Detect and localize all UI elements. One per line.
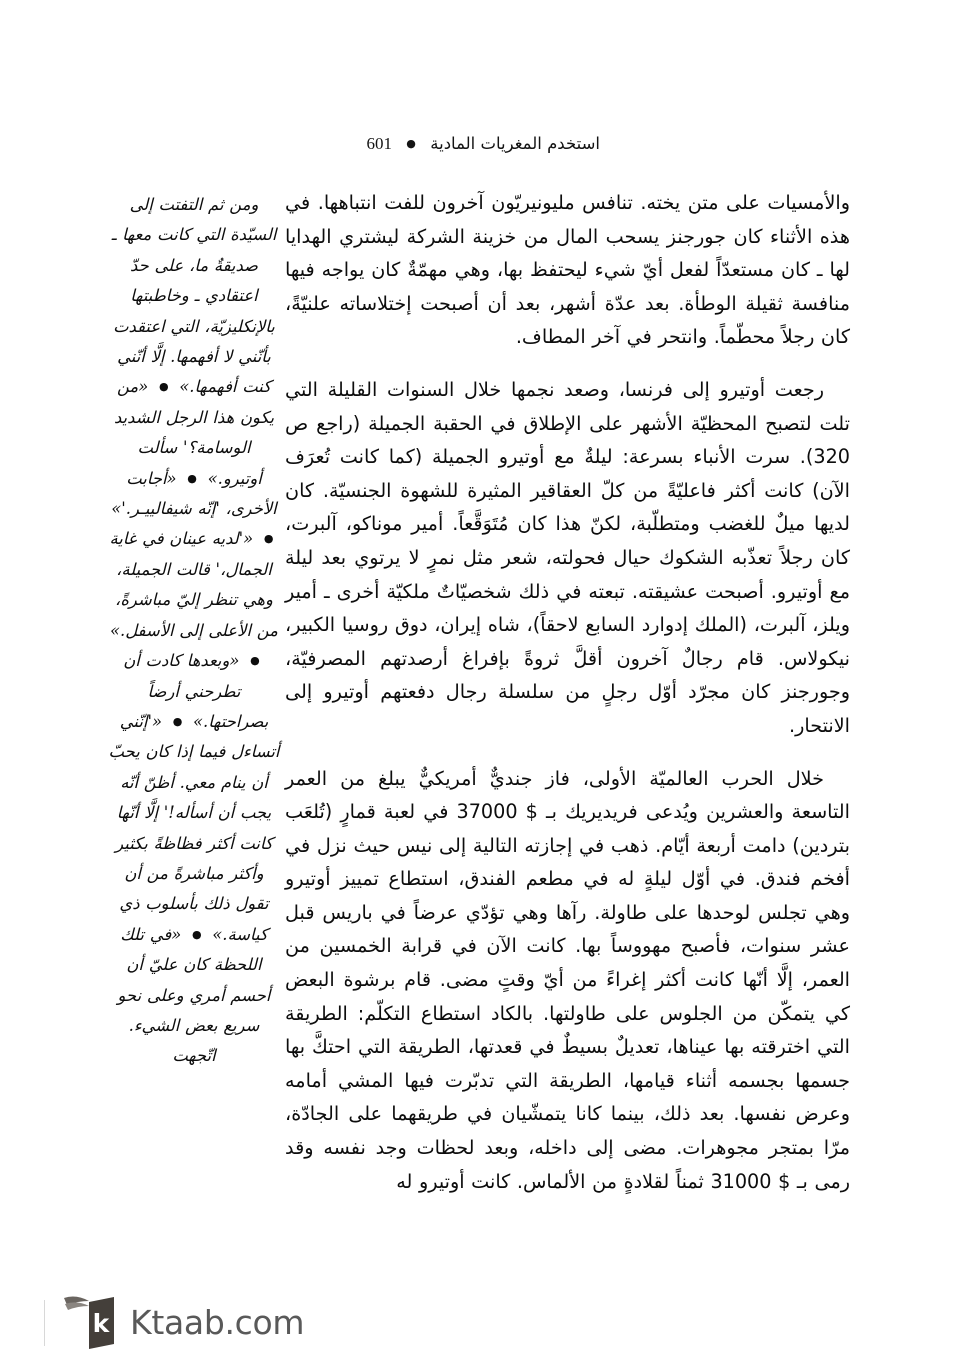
marginalia-segment: «أجابت الأخرى، 'إنّه شيفالييـر.'» — [111, 468, 277, 519]
page-number: 601 — [366, 134, 392, 153]
main-text-column — [285, 186, 850, 1198]
marginalia-segment: «في تلك اللحظة كان عليّ أن أحسم أمري وعلى نحو سريع بعض الشيء. اتّجهت — [117, 924, 271, 1066]
marginalia-separator-dot: ● — [263, 532, 274, 546]
marginalia-separator-dot: ● — [187, 471, 197, 485]
marginalia-segment: ومن ثم التفتت إلى السيّدة التي كانت معها ـ صديقةٌ ما، على حدّ اعتقادي ـ وخاطبتها بالإنكليزيّة، التي اعتقدت بأنّني لا أفهمها. إلَّا أنّني كنت أفهمها.» — [111, 195, 277, 397]
book-icon — [62, 1292, 118, 1352]
marginalia-separator-dot: ● — [158, 380, 169, 394]
header-separator-dot: ● — [406, 137, 416, 150]
marginalia-column — [108, 190, 280, 1072]
marginalia-separator-dot: ● — [172, 714, 183, 728]
marginalia-segment: «'لديه عينان في غاية الجمال،' قالت الجميلة، وهي تنظر إليّ مباشرةً، من الأعلى إلى الأسفل.» — [109, 529, 278, 640]
page-running-header — [105, 134, 600, 160]
page-columns — [0, 186, 955, 1256]
svg-text:k: k — [92, 1309, 110, 1338]
chapter-title: استخدم المغريات المادية — [430, 134, 600, 153]
scan-edge-artifact — [44, 1300, 45, 1346]
watermark-brand: Ktaab.com — [130, 1302, 305, 1342]
marginalia-separator-dot: ● — [250, 654, 260, 668]
body-paragraph: خلال الحرب العالميّة الأولى، فاز جنديٌّ أمريكيٌّ يبلغ من العمر التاسعة والعشرين ويُدعى فريديريك بـ $ 37000 في لعبة قمارٍ (تُلعَب بتردين) دامت أربعة أيّام. ذهب في إجازته التالية إلى نيس حيث نزل في أفخم فندق. في أوّل ليلةٍ له في مطعم الفندق، استطاع تمييز أوتيرو وهي تجلس لوحدها على طاولة. رآها وهي تؤدّي عرضاً في باريس قبل عشر سنوات، فأصبح مهووساً بها. كانت الآن في قرابة الخمسين من العمر، إلَّا أنّها كانت أكثر إغراءً من أيّ وقتٍ مضى. قام برشوة البعض كي يتمكّن من الجلوس على طاولتها. بالكاد استطاع التكلّم: الطريقة التي اخترقته بها عيناها، تعديلٌ بسيطٌ في قعدتها، الطريقة التي احتكَّ بها جسمها بجسمه أثناء قيامها، الطريقة التي تدبّرت فيها المشي أمامه وعرض نفسها. بعد ذلك، بينما كانا يتمشّيان في طريقهما على الجادّة، مرّا بمتجر مجوهرات. مضى إلى داخله، وبعد لحظات وجد نفسه وقد رمى بـ $ 31000 ثمناً لقلادةٍ من الألماس. كانت أوتيرو له — [285, 766, 850, 1193]
marginalia-block — [108, 190, 280, 1072]
body-paragraph: رجعت أوتيرو إلى فرنسا، وصعد نجمها خلال السنوات القليلة التي تلت لتصبح المحظيّة الأشهر على الإطلاق في الحقبة الجميلة (راجع ص 320). سرت الأنباء بسرعة: ليلةٌ مع أوتيرو الجميلة (كما كانت تُعرَف الآن) كانت أكثر فاعليّةً من كلّ العقاقير المثيرة للشهوة الجنسيّة. كان لديها ميلٌ للغضب ومتطلّبة، لكنّ هذا كان مُتَوَقَّعاً. أمير موناكو، آلبرت، كان رجلاً تعذّبه الشكوك حيال فحولته، شعر مثل نمرٍ لا يرتوي بعد ليلة مع أوتيرو. أصبحت عشيقته. تبعته في ذلك شخصيّاتٌ ملكيّة أخرى ـ أمير ويلز، آلبرت، (الملك إدوارد السابع لاحقاً)، شاه إيران، دوق روسيا الكبير، نيكولاس. قام رجالٌ آخرون أقلَّ ثروةً بإفراغ أرصدتهم المصرفيّة، وجورجنز كان مجرّد أوّل رجلٍ من سلسلة رجال دفعتهم أوتيرو إلى الانتحار. — [285, 377, 850, 737]
marginalia-segment: «وبعدها كادت أن تطرحني أرضاً بصراحتها.» — [123, 651, 269, 731]
marginalia-separator-dot: ● — [191, 927, 202, 941]
marginalia-segment: «'إنّني أتساءل فيما إذا كان يحبّ أن ينام معي. أظنّ أنّه يجب أن أسأله!' إلَّا أنّها كانت أكثر فظاظةً بكثير وأكثر مباشرةً من أن تقول ذلك بأسلوب ذي كياسة.» — [108, 711, 280, 944]
body-paragraph: والأمسيات على متن يخته. تنافس مليونيريّون آخرون للفت انتباهها. في هذه الأثناء كان جورجنز يسحب المال من خزينة الشركة ليشتري الهدايا لها ـ كان مستعدّاً لفعل أيّ شيء ليحتفظ بها، وهي مهمّةٌ كان يواجه فيها منافسة ثقيلة الوطأة. بعد عدّة أشهر، بعد أن أصبحت إختلاساته علنيّةً، كان رجلاً محطّماً. وانتحر في آخر المطاف. — [285, 191, 850, 349]
site-watermark — [62, 1292, 304, 1352]
marginalia-segment: «من يكون هذا الرجل الشديد الوسامة؟' سألت أوتيرو.» — [113, 377, 275, 488]
